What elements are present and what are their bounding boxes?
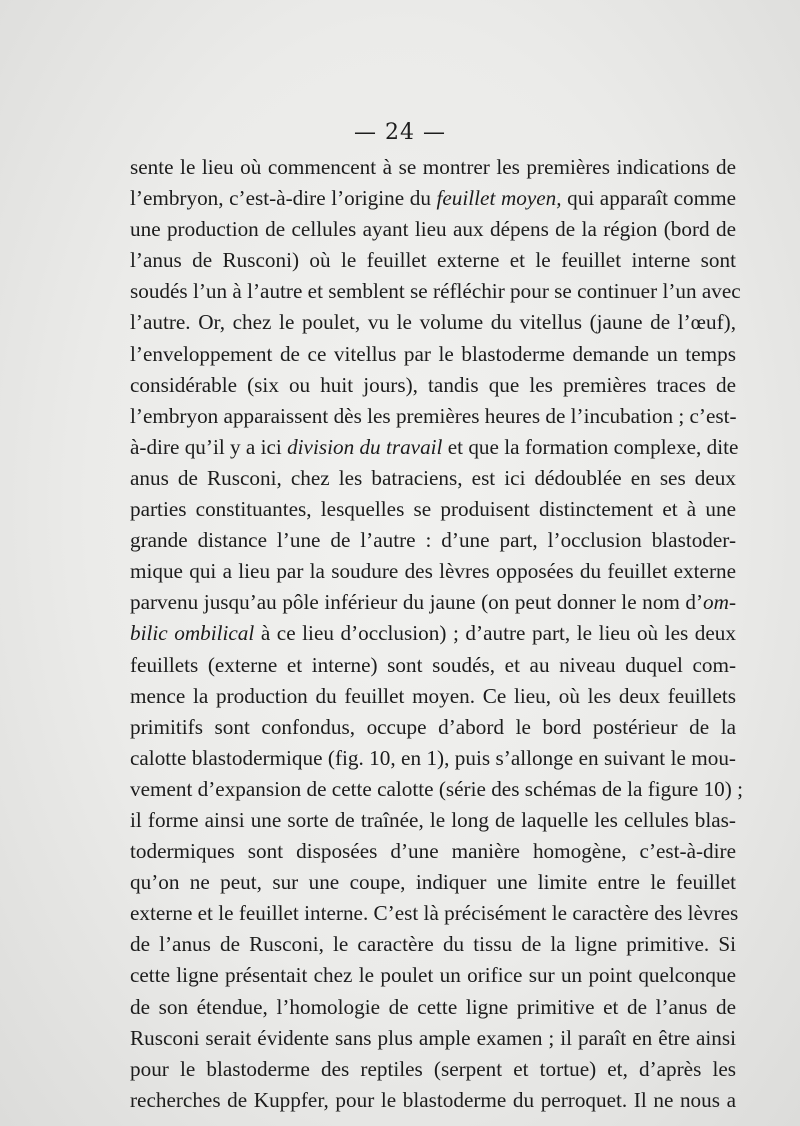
text-line: pour le blastoderme des reptiles (serpent et tortue) et, d’après les xyxy=(130,1056,736,1081)
text-line: l’anus de Rusconi) où le feuillet externe et le feuillet interne sont xyxy=(130,248,736,273)
text-line: sente le lieu où commencent à se montrer les premières indications de xyxy=(130,155,736,179)
text-line xyxy=(130,183,736,214)
text-line: todermiques sont disposées d’une manière homogène, c’est-à-dire xyxy=(130,839,736,864)
text-line: grande distance l’une de l’autre : d’une part, l’occlusion blastoder- xyxy=(130,528,736,553)
text-line: mique qui a lieu par la soudure des lèvres opposées du feuillet externe xyxy=(130,559,736,584)
text-line: de son étendue, l’homologie de cette ligne primitive et de l’anus de xyxy=(130,994,736,1019)
text-line: qu’on ne peut, sur une coupe, indiquer une limite entre le feuillet xyxy=(130,870,736,895)
text-line xyxy=(130,618,736,649)
text-segment: l’embryon, c’est-à-dire l’origine du xyxy=(130,186,437,211)
text-line: l’autre. Or, chez le poulet, vu le volume du vitellus (jaune de l’œuf), xyxy=(130,310,736,335)
text-segment: et que la formation complexe, dite xyxy=(442,434,739,459)
text-line: l’enveloppement de ce vitellus par le blastoderme demande un temps xyxy=(130,341,736,366)
text-line: parties constituantes, lesquelles se produisent distinctement et à une xyxy=(130,497,736,522)
text-line: anus de Rusconi, chez les batraciens, est ici dédoublée en ses deux xyxy=(130,465,736,490)
text-segment: à-dire qu’il y a ici xyxy=(130,434,288,459)
text-segment: à ce lieu d’occlusion) ; d’autre part, le lieu où les deux xyxy=(254,621,736,646)
text-line: l’embryon apparaissent dès les premières heures de l’incubation ; c’est- xyxy=(130,403,737,428)
text-line: calotte blastodermique (fig. 10, en 1), puis s’allonge en suivant le mou- xyxy=(130,745,736,770)
italic-term: division du travail xyxy=(287,434,443,459)
text-line: externe et le feuillet interne. C’est là précisément le caractère des lèvres xyxy=(130,901,739,926)
text-line: mence la production du feuillet moyen. Ce lieu, où les deux feuillets xyxy=(130,683,736,708)
text-line: de l’anus de Rusconi, le caractère du tissu de la ligne primitive. Si xyxy=(130,932,736,957)
text-line xyxy=(130,587,736,618)
text-line: Rusconi serait évidente sans plus ample examen ; il paraît en être ainsi xyxy=(130,1025,736,1050)
text-segment: qui apparaît comme xyxy=(561,186,736,211)
italic-term: feuillet moyen, xyxy=(436,186,562,211)
text-line: recherches de Kuppfer, pour le blastoderme du perroquet. Il ne nous a xyxy=(130,1087,736,1112)
italic-term: bilic ombilical xyxy=(130,621,255,646)
text-line: considérable (six ou huit jours), tandis que les premières traces de xyxy=(130,372,736,397)
text-line xyxy=(130,432,739,463)
text-line: vement d’expansion de cette calotte (série des schémas de la figure 10) ; xyxy=(130,776,744,801)
text-line: primitifs sont confondus, occupe d’abord le bord postérieur de la xyxy=(130,714,736,739)
text-segment: parvenu jusqu’au pôle inférieur du jaune (on peut donner le nom d’ xyxy=(130,590,704,615)
text-line: feuillets (externe et interne) sont soudés, et au niveau duquel com- xyxy=(130,652,736,677)
text-line: une production de cellules ayant lieu aux dépens de la région (bord de xyxy=(130,217,736,242)
body-text xyxy=(130,152,744,1116)
text-line: il forme ainsi une sorte de traînée, le long de laquelle les cellules blas- xyxy=(130,807,736,832)
page-number: — 24 — xyxy=(354,120,446,145)
text-line: soudés l’un à l’autre et semblent se réfléchir pour se continuer l’un avec xyxy=(130,279,741,304)
text-line: cette ligne présentait chez le poulet un orifice sur un point quelconque xyxy=(130,963,736,988)
italic-term: om- xyxy=(703,590,736,615)
